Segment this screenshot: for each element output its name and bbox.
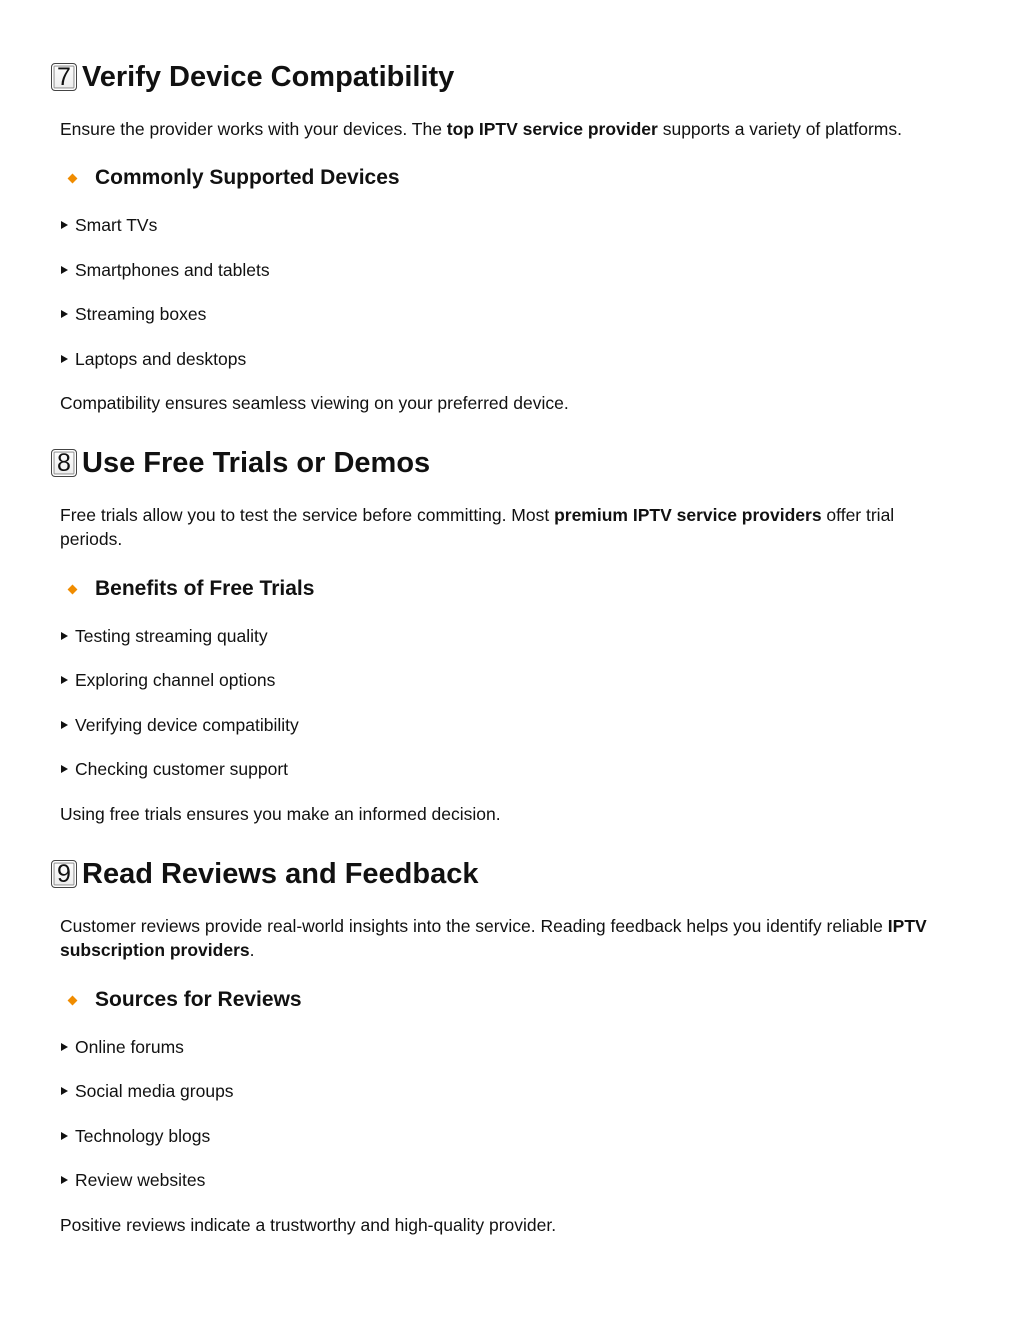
triangle-bullet-icon bbox=[61, 765, 68, 773]
subheading-text: Sources for Reviews bbox=[95, 988, 302, 1011]
intro-paragraph bbox=[60, 914, 960, 962]
triangle-bullet-icon bbox=[61, 310, 68, 318]
keycap-number-icon: 9 bbox=[51, 860, 77, 888]
subheading bbox=[66, 165, 400, 191]
intro-text: Customer reviews provide real-world insights into the service. Reading feedback helps you identify reliable bbox=[60, 916, 888, 936]
section-heading bbox=[51, 856, 479, 892]
triangle-bullet-icon bbox=[61, 676, 68, 684]
list-item-text: Smart TVs bbox=[75, 214, 158, 235]
list-item bbox=[60, 757, 288, 781]
intro-text-end: offer trial periods. bbox=[60, 505, 895, 549]
list-item bbox=[60, 302, 206, 326]
subheading bbox=[66, 576, 314, 602]
triangle-bullet-icon bbox=[61, 721, 68, 729]
triangle-bullet-icon bbox=[61, 355, 68, 363]
orange-diamond-icon bbox=[68, 173, 78, 183]
intro-text: Ensure the provider works with your devices. The bbox=[60, 119, 447, 139]
list-item bbox=[60, 713, 299, 737]
triangle-bullet-icon bbox=[61, 1132, 68, 1140]
section-title: Verify Device Compatibility bbox=[82, 60, 455, 93]
orange-diamond-icon bbox=[68, 584, 78, 594]
list-item-text: Online forums bbox=[75, 1036, 184, 1057]
list-item-text: Streaming boxes bbox=[75, 303, 207, 324]
triangle-bullet-icon bbox=[61, 1176, 68, 1184]
intro-paragraph bbox=[60, 503, 960, 551]
triangle-bullet-icon bbox=[61, 632, 68, 640]
intro-bold-text: premium IPTV service providers bbox=[554, 505, 822, 525]
list-item bbox=[60, 668, 275, 692]
list-item bbox=[60, 624, 268, 648]
keycap-number-icon: 7 bbox=[51, 63, 77, 91]
list-item bbox=[60, 213, 157, 237]
list-item bbox=[60, 1124, 210, 1148]
list-item-text: Exploring channel options bbox=[75, 669, 276, 690]
subheading bbox=[66, 987, 302, 1013]
list-item-text: Testing streaming quality bbox=[75, 625, 268, 646]
intro-paragraph bbox=[60, 117, 960, 141]
orange-diamond-icon bbox=[68, 995, 78, 1005]
keycap-number-icon: 8 bbox=[51, 449, 77, 477]
list-item-text: Social media groups bbox=[75, 1080, 234, 1101]
section-heading bbox=[51, 445, 430, 481]
list-item bbox=[60, 1168, 205, 1192]
triangle-bullet-icon bbox=[61, 221, 68, 229]
list-item-text: Technology blogs bbox=[75, 1125, 211, 1146]
triangle-bullet-icon bbox=[61, 1043, 68, 1051]
list-item bbox=[60, 1079, 234, 1103]
intro-bold-text: IPTV subscription providers bbox=[60, 916, 927, 960]
triangle-bullet-icon bbox=[61, 266, 68, 274]
conclusion-paragraph: Using free trials ensures you make an informed decision. bbox=[60, 804, 501, 824]
intro-text-end: . bbox=[249, 940, 255, 960]
list-item bbox=[60, 1035, 184, 1059]
section-title: Use Free Trials or Demos bbox=[82, 446, 431, 479]
subheading-text: Commonly Supported Devices bbox=[95, 166, 400, 189]
conclusion-paragraph: Positive reviews indicate a trustworthy and high-quality provider. bbox=[60, 1215, 557, 1235]
conclusion-paragraph: Compatibility ensures seamless viewing on your preferred device. bbox=[60, 393, 569, 413]
section-title: Read Reviews and Feedback bbox=[82, 857, 479, 890]
intro-text: Free trials allow you to test the service before committing. Most bbox=[60, 505, 555, 525]
subheading-text: Benefits of Free Trials bbox=[95, 577, 315, 600]
triangle-bullet-icon bbox=[61, 1087, 68, 1095]
list-item-text: Smartphones and tablets bbox=[75, 259, 270, 280]
list-item bbox=[60, 258, 270, 282]
section-heading bbox=[51, 59, 454, 95]
intro-text-end: supports a variety of platforms. bbox=[657, 119, 902, 139]
list-item-text: Review websites bbox=[75, 1169, 206, 1190]
list-item-text: Checking customer support bbox=[75, 758, 289, 779]
list-item-text: Verifying device compatibility bbox=[75, 714, 299, 735]
list-item bbox=[60, 347, 246, 371]
list-item-text: Laptops and desktops bbox=[75, 348, 247, 369]
intro-bold-text: top IPTV service provider bbox=[446, 119, 658, 139]
